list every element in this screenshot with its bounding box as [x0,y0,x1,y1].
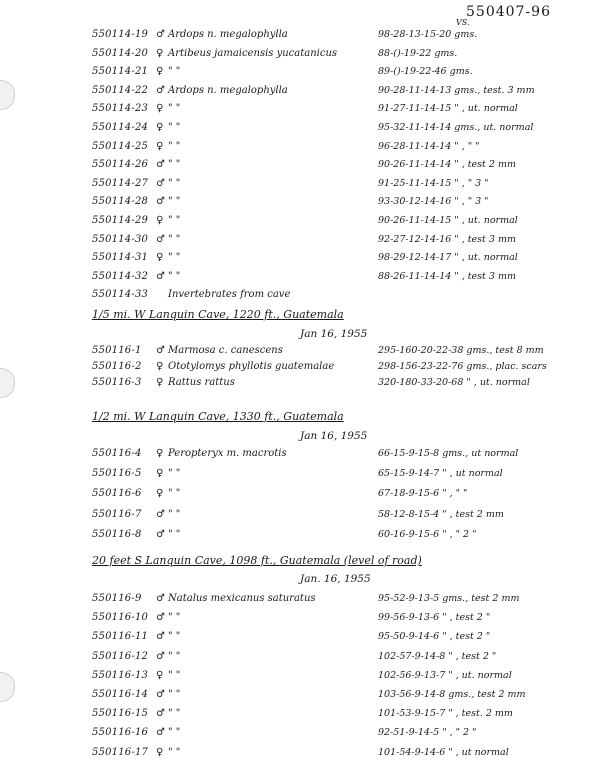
catalog-number: 550116-9 [92,593,142,604]
specimen-row [0,628,600,646]
collection-date-4: Jan. 16, 1955 [300,573,371,585]
species-name: Invertebrates from cave [168,289,291,301]
specimen-row [0,193,600,211]
sex-symbol: ♂ [156,29,165,40]
specimen-row [0,724,600,742]
measurements: 93-30-12-14-16 " , " 3 " [378,196,489,208]
specimen-row [0,63,600,81]
catalog-number: 550116-10 [92,612,149,624]
species-name: " " [168,528,181,540]
measurements: 88-()-19-22 gms. [378,47,458,59]
species-name: " " [168,746,181,758]
species-name: " " [168,122,181,133]
species-name: " " [168,270,181,282]
specimen-row [0,506,600,524]
measurements: 99-56-9-13-6 " , test 2 " [378,612,491,624]
species-name: Rattus rattus [168,377,235,388]
specimen-row [0,100,600,118]
locality-heading-4: 20 feet S Lanquin Cave, 1098 ft., Guatemala (level of road) [92,554,422,567]
specimen-row [0,175,600,193]
margin-note: VS. [456,18,470,27]
measurements: 66-15-9-15-8 gms., ut normal [378,448,519,459]
catalog-number: 550114-31 [92,252,149,264]
species-name: " " [168,159,181,171]
collection-date-3: Jan 16, 1955 [300,430,368,442]
measurements: 95-32-11-14-14 gms., ut. normal [378,122,534,133]
catalog-number: 550114-24 [92,122,149,133]
sex-symbol: ♂ [156,270,165,282]
species-name: Ardops n. megalophylla [168,84,288,96]
measurements: 91-25-11-14-15 " , " 3 " [378,177,489,189]
measurements: 90-28-11-14-13 gms., test. 3 mm [378,84,535,96]
sex-symbol: ♀ [156,377,164,388]
measurements: 320-180-33-20-68 " , ut. normal [378,377,530,388]
measurements: 92-51-9-14-5 " , " 2 " [378,727,477,739]
species-name: " " [168,177,181,189]
species-name: " " [168,468,181,480]
species-name: Ototylomys phyllotis guatemalae [168,361,335,372]
species-name: " " [168,488,181,500]
catalog-number: 550116-7 [92,508,142,520]
species-name: Natalus mexicanus saturatus [168,593,316,604]
specimen-row [0,705,600,723]
measurements: 103-56-9-14-8 gms., test 2 mm [378,689,526,700]
specimen-row [0,212,600,230]
sex-symbol: ♀ [156,488,164,500]
species-name: Artibeus jamaicensis yucatanicus [168,47,338,59]
species-name: " " [168,252,181,264]
catalog-number: 550114-32 [92,270,149,282]
specimen-row [0,249,600,267]
sex-symbol: ♂ [156,689,165,700]
specimen-row [0,26,600,44]
sex-symbol: ♀ [156,468,164,480]
specimen-row [0,526,600,544]
sex-symbol: ♂ [156,708,165,720]
catalog-number: 550116-3 [92,377,142,388]
measurements: 65-15-9-14-7 " , ut normal [378,468,503,480]
sex-symbol: ♂ [156,508,165,520]
specimen-row [0,686,600,704]
specimen-row [0,609,600,627]
measurements: 298-156-23-22-76 gms., plac. scars [378,361,547,372]
sex-symbol: ♀ [156,122,164,133]
measurements: 96-28-11-14-14 " , " " [378,140,480,152]
sex-symbol: ♀ [156,252,164,264]
species-name: Peropteryx m. macrotis [168,448,287,459]
catalog-number: 550116-8 [92,528,142,540]
specimen-row [0,231,600,249]
locality-heading-2: 1/5 mi. W Lanquin Cave, 1220 ft., Guatemala [92,308,344,321]
sex-symbol: ♂ [156,159,165,171]
sex-symbol: ♀ [156,103,164,115]
catalog-number: 550116-16 [92,727,149,739]
sex-symbol: ♀ [156,66,164,78]
sex-symbol: ♀ [156,361,164,372]
sex-symbol: ♂ [156,650,165,662]
specimen-row [0,744,600,762]
measurements: 90-26-11-14-15 " , ut. normal [378,215,518,226]
specimen-row [0,374,600,392]
sex-symbol: ♂ [156,593,165,604]
measurements: 58-12-8-15-4 " , test 2 mm [378,508,504,520]
specimen-row [0,445,600,463]
specimen-row [0,82,600,100]
measurements: 98-29-12-14-17 " , ut. normal [378,252,518,264]
catalog-number: 550116-12 [92,650,149,662]
catalog-number: 550114-23 [92,103,149,115]
catalog-number: 550116-6 [92,488,142,500]
species-name: " " [168,727,181,739]
species-name: " " [168,612,181,624]
measurements: 95-52-9-13-5 gms., test 2 mm [378,593,520,604]
specimen-row [0,119,600,137]
species-name: " " [168,669,181,681]
species-name: " " [168,66,181,78]
catalog-number: 550116-4 [92,448,142,459]
specimen-row [0,667,600,685]
sex-symbol: ♂ [156,528,165,540]
sex-symbol: ♀ [156,746,164,758]
sex-symbol: ♂ [156,233,165,245]
specimen-row [0,156,600,174]
species-name: " " [168,631,181,643]
measurements: 102-56-9-13-7 " , ut. normal [378,669,512,681]
species-name: " " [168,689,181,700]
measurements: 101-54-9-14-6 " , ut normal [378,746,509,758]
catalog-number: 550114-22 [92,84,149,96]
collection-date-2: Jan 16, 1955 [300,328,368,340]
locality-heading-3: 1/2 mi. W Lanquin Cave, 1330 ft., Guatemala [92,410,344,423]
specimen-row [0,648,600,666]
measurements: 67-18-9-15-6 " , " " [378,488,468,500]
catalog-number: 550114-27 [92,177,149,189]
measurements: 92-27-12-14-16 " , test 3 mm [378,233,516,245]
sex-symbol: ♂ [156,631,165,643]
catalog-number: 550116-5 [92,468,142,480]
measurements: 90-26-11-14-14 " , test 2 mm [378,159,516,171]
measurements: 98-28-13-15-20 gms. [378,29,478,40]
sex-symbol: ♂ [156,84,165,96]
catalog-number: 550116-15 [92,708,149,720]
species-name: " " [168,215,181,226]
catalog-number: 550114-33 [92,289,149,301]
sex-symbol: ♀ [156,47,164,59]
species-name: " " [168,103,181,115]
measurements: 88-26-11-14-14 " , test 3 mm [378,270,516,282]
specimen-row [0,268,600,286]
species-name: " " [168,233,181,245]
species-name: " " [168,508,181,520]
specimen-row [0,590,600,608]
catalog-number: 550114-25 [92,140,149,152]
sex-symbol: ♂ [156,727,165,739]
measurements: 60-16-9-15-6 " , " 2 " [378,528,477,540]
measurements: 101-53-9-15-7 " , test. 2 mm [378,708,513,720]
page-id: 550407-96 [466,4,551,20]
sex-symbol: ♀ [156,140,164,152]
catalog-number: 550116-1 [92,345,142,356]
measurements: 102-57-9-14-8 " , test 2 " [378,650,497,662]
measurements: 89-()-19-22-46 gms. [378,66,473,78]
species-name: " " [168,708,181,720]
catalog-number: 550116-13 [92,669,149,681]
specimen-row [0,465,600,483]
specimen-row [0,45,600,63]
sex-symbol: ♂ [156,177,165,189]
catalog-number: 550114-28 [92,196,149,208]
sex-symbol: ♂ [156,196,165,208]
sex-symbol: ♀ [156,669,164,681]
species-name: " " [168,196,181,208]
specimen-row [0,286,600,304]
catalog-number: 550114-21 [92,66,149,78]
catalog-number: 550114-19 [92,29,149,40]
specimen-row [0,138,600,156]
species-name: " " [168,650,181,662]
species-name: " " [168,140,181,152]
sex-symbol: ♂ [156,345,165,356]
catalog-number: 550114-30 [92,233,149,245]
catalog-number: 550114-29 [92,215,149,226]
catalog-number: 550114-20 [92,47,149,59]
catalog-number: 550116-14 [92,689,149,700]
species-name: Ardops n. megalophylla [168,29,288,40]
sex-symbol: ♀ [156,448,164,459]
specimen-row [0,485,600,503]
measurements: 95-50-9-14-6 " , test 2 " [378,631,491,643]
sex-symbol: ♀ [156,215,164,226]
catalog-number: 550114-26 [92,159,149,171]
species-name: Marmosa c. canescens [168,345,283,356]
catalog-number: 550116-2 [92,361,142,372]
sex-symbol: ♂ [156,612,165,624]
catalog-number: 550116-17 [92,746,149,758]
measurements: 91-27-11-14-15 " , ut. normal [378,103,518,115]
measurements: 295-160-20-22-38 gms., test 8 mm [378,345,544,356]
catalog-number: 550116-11 [92,631,149,643]
